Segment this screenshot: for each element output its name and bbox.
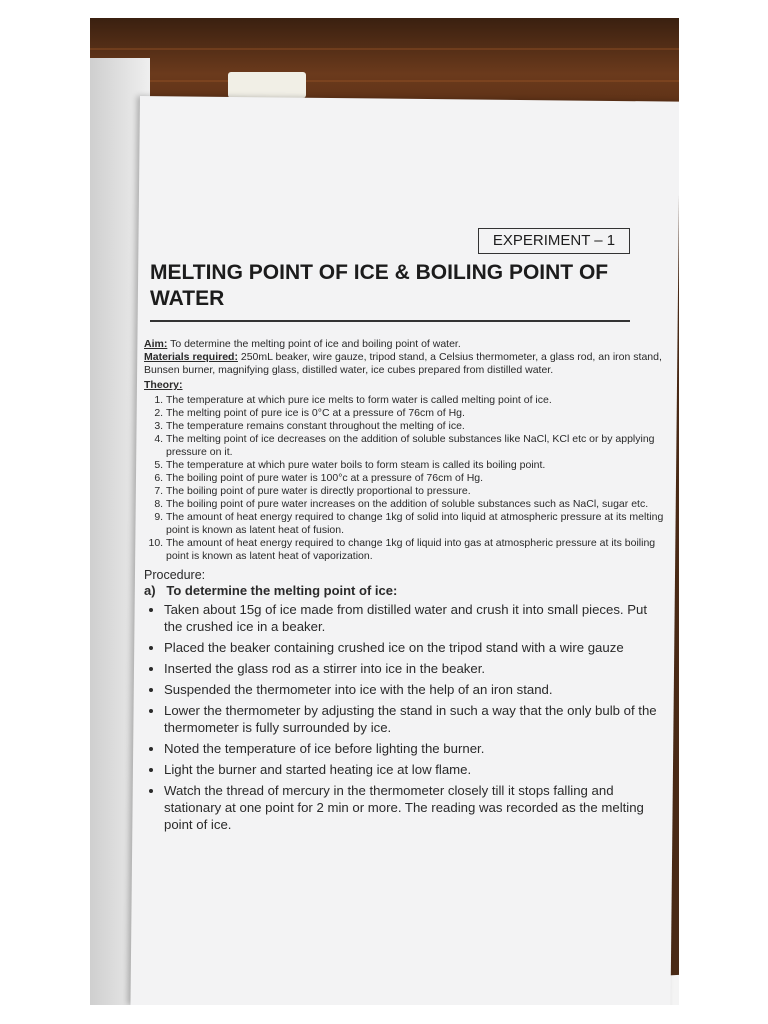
theory-item: 2. The melting point of pure ice is 0°C at a pressure of 76cm of Hg. xyxy=(166,407,664,420)
procedure-a-title: To determine the melting point of ice: xyxy=(166,583,398,598)
procedure-a-label: a) xyxy=(144,583,156,598)
paper-tab xyxy=(228,72,306,98)
aim-text: To determine the melting point of ice and boiling point of water. xyxy=(170,338,461,350)
procedure-steps xyxy=(144,601,664,833)
theory-item: 1. The temperature at which pure ice melts to form water is called melting point of ice. xyxy=(166,394,664,407)
procedure-step: • Lower the thermometer by adjusting the stand in such a way that the only bulb of the thermometer is fully surrounded by ice. xyxy=(164,702,664,736)
procedure-step: • Light the burner and started heating ice at low flame. xyxy=(164,761,664,778)
materials xyxy=(144,351,664,377)
theory-item: 6. The boiling point of pure water is 100°c at a pressure of 76cm of Hg. xyxy=(166,472,664,485)
materials-text: 250mL beaker, wire gauze, tripod stand, a Celsius thermometer, a glass rod, an iron stand, Bunsen burner, magnifying glass, distilled water, ice cubes prepared from distilled water. xyxy=(144,351,662,376)
theory-item: 4. The melting point of ice decreases on the addition of soluble substances like NaCl, KCl etc or by applying pressure on it. xyxy=(166,433,664,459)
theory-item: 7. The boiling point of pure water is directly proportional to pressure. xyxy=(166,485,664,498)
procedure-step: • Watch the thread of mercury in the thermometer closely till it stops falling and stationary at one point for 2 min or more. The reading was recorded as the melting point of ice. xyxy=(164,782,664,833)
procedure-label: Procedure: xyxy=(144,568,206,582)
theory-item: 10. The amount of heat energy required to change 1kg of liquid into gas at atmospheric pressure at its boiling point is known as latent heat of vaporization. xyxy=(166,537,664,563)
aim-label: Aim: xyxy=(144,338,168,350)
procedure-step: • Placed the beaker containing crushed ice on the tripod stand with a wire gauze xyxy=(164,639,664,656)
procedure-step: • Taken about 15g of ice made from distilled water and crush it into small pieces. Put the crushed ice in a beaker. xyxy=(164,601,664,635)
theory-item: 8. The boiling point of pure water increases on the addition of soluble substances such as NaCl, sugar etc. xyxy=(166,498,664,511)
procedure-a xyxy=(144,584,664,597)
body-text xyxy=(144,338,664,837)
theory-item: 5. The temperature at which pure water boils to form steam is called its boiling point. xyxy=(166,459,664,472)
title-rule xyxy=(150,320,630,322)
materials-label: Materials required: xyxy=(144,351,238,363)
page-title: MELTING POINT OF ICE & BOILING POINT OF WATER xyxy=(150,261,609,310)
procedure-step: • Noted the temperature of ice before lighting the burner. xyxy=(164,740,664,757)
experiment-box: EXPERIMENT – 1 xyxy=(478,228,630,254)
theory-item: 3. The temperature remains constant throughout the melting of ice. xyxy=(166,420,664,433)
procedure-step: • Suspended the thermometer into ice with the help of an iron stand. xyxy=(164,681,664,698)
theory-label: Theory: xyxy=(144,379,183,391)
theory-item: 9. The amount of heat energy required to change 1kg of solid into liquid at atmospheric pressure at its melting point is known as latent heat of fusion. xyxy=(166,511,664,537)
theory-list xyxy=(144,394,664,563)
aim xyxy=(144,338,664,351)
procedure-step: • Inserted the glass rod as a stirrer into ice in the beaker. xyxy=(164,660,664,677)
